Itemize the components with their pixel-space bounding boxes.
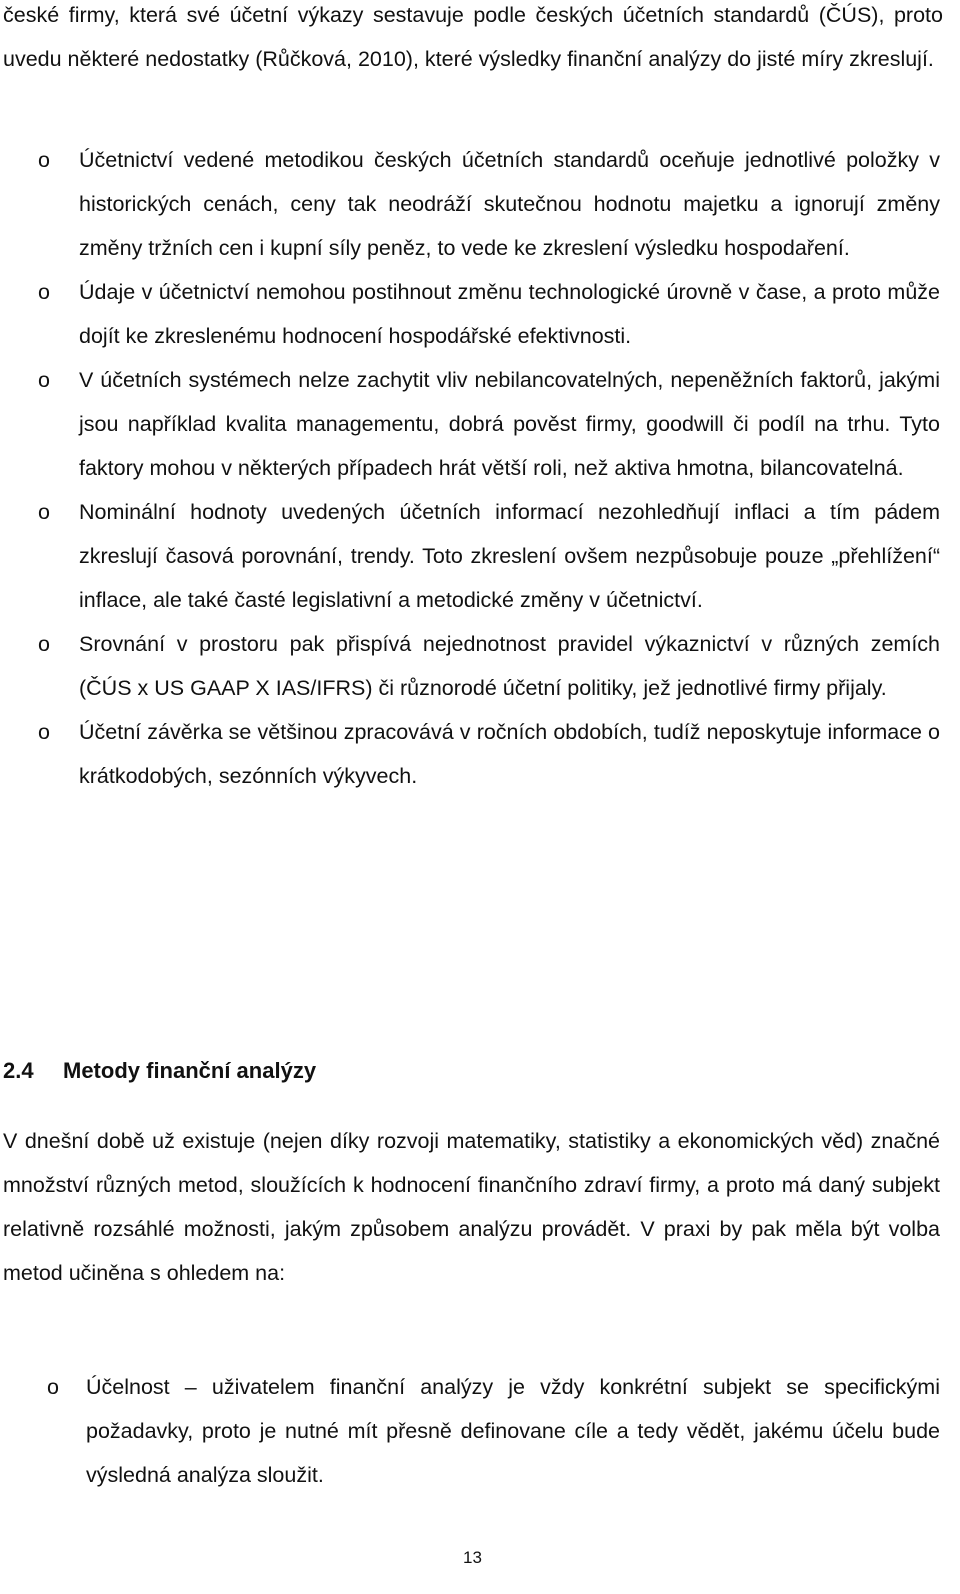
page-number: 13 <box>463 1548 482 1567</box>
list-item <box>0 1365 960 1497</box>
section-heading <box>3 1053 316 1089</box>
list-item-text: Účelnost – uživatelem finanční analýzy je vždy konkrétní subjekt se specifickými požadavky, proto je nutné mít přesně definovane cíle a tedy vědět, jakému účelu bude výsledná analýza sloužit. <box>86 1375 940 1487</box>
list-item-text: Srovnání v prostoru pak přispívá nejednotnost pravidel výkaznictví v různých zemích (ČÚS x US GAAP X IAS/IFRS) či různorodé účetní politiky, jež jednotlivé firmy přijaly. <box>79 632 940 700</box>
bullet-marker: o <box>38 148 50 172</box>
bullet-marker: o <box>38 280 50 304</box>
bullet-marker: o <box>38 368 50 392</box>
section-title: Metody finanční analýzy <box>63 1058 317 1083</box>
bullet-marker: o <box>47 1375 59 1399</box>
list-item <box>0 138 960 270</box>
list-item-text: Účetnictví vedené metodikou českých účetních standardů oceňuje jednotlivé položky v historických cenách, ceny tak neodráží skutečnou hodnotu majetku a ignorují změny změny tržních cen i kupní síly peněz, to vede ke zkreslení výsledku hospodaření. <box>79 148 940 260</box>
list-item-text: V účetních systémech nelze zachytit vliv nebilancovatelných, nepeněžních faktorů, jakými jsou například kvalita managementu, dobrá pověst firmy, goodwill či podíl na trhu. Tyto faktory mohou v některých případech hrát větší roli, než aktiva hmotna, bilancovatelná. <box>79 368 940 480</box>
list-item-text: Údaje v účetnictví nemohou postihnout změnu technologické úrovně v čase, a proto může dojít ke zkreslenému hodnocení hospodářské efektivnosti. <box>79 280 940 348</box>
intro-paragraph: české firmy, která své účetní výkazy sestavuje podle českých účetních standardů (ČÚS), proto uvedu některé nedostatky (Růčková, 2010), které výsledky finanční analýzy do jisté míry zkreslují. <box>3 3 943 71</box>
section-number: 2.4 <box>3 1058 34 1083</box>
bullet-marker: o <box>38 720 50 744</box>
bullet-marker: o <box>38 500 50 524</box>
list-item <box>0 358 960 490</box>
criteria-list <box>0 1365 960 1497</box>
list-item-text: Nominální hodnoty uvedených účetních informací nezohledňují inflaci a tím pádem zkreslují časová porovnání, trendy. Toto zkreslení ovšem nezpůsobuje pouze „přehlížení“ inflace, ale také časté legislativní a metodické změny v účetnictví. <box>79 500 940 612</box>
list-item <box>0 622 960 710</box>
list-item-text: Účetní závěrka se většinou zpracovává v ročních obdobích, tudíž neposkytuje informace o krátkodobých, sezónních výkyvech. <box>79 720 940 788</box>
bullet-marker: o <box>38 632 50 656</box>
body-paragraph: V dnešní době už existuje (nejen díky rozvoji matematiky, statistiky a ekonomických věd) značné množství různých metod, sloužících k hodnocení finančního zdraví firmy, a proto má daný subjekt relativně rozsáhlé možnosti, jakým způsobem analýzu provádět. V praxi by pak měla být volba metod učiněna s ohledem na: <box>3 1129 940 1285</box>
list-item <box>0 490 960 622</box>
list-item <box>0 270 960 358</box>
list-item <box>0 710 960 798</box>
shortcomings-list <box>0 138 960 798</box>
